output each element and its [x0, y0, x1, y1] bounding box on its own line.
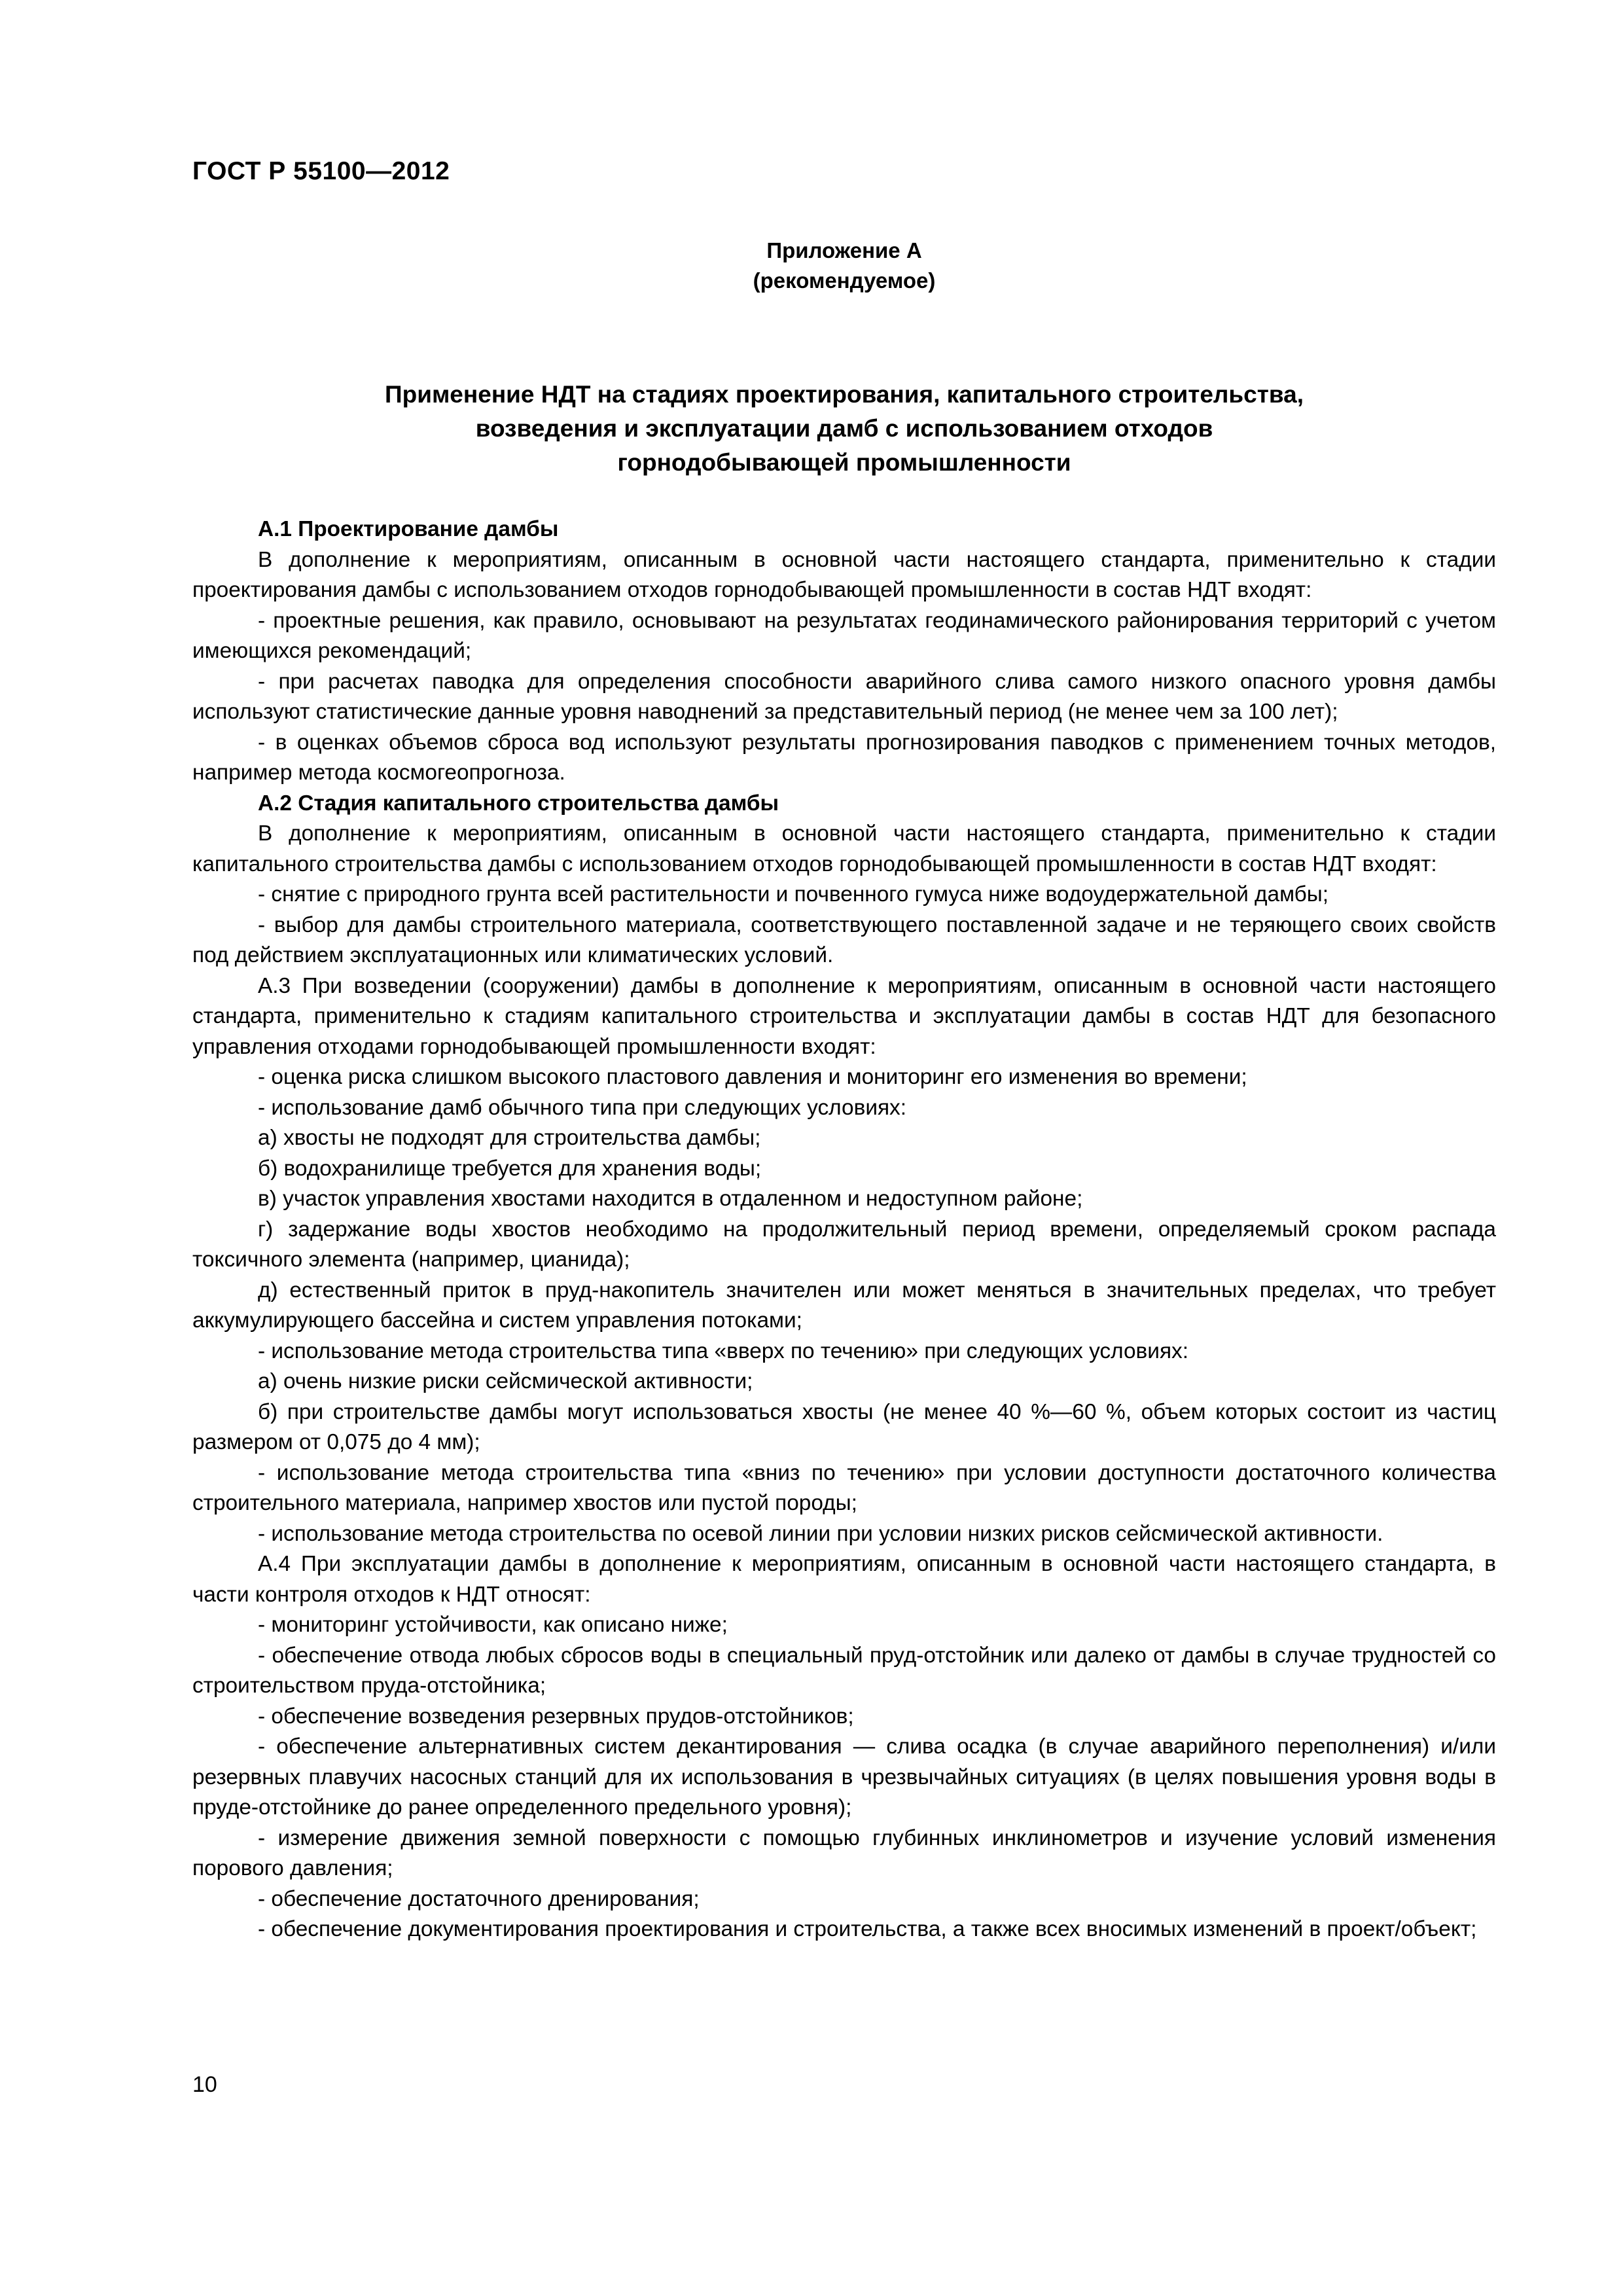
page-number: 10: [192, 2072, 217, 2097]
paragraph: - обеспечение альтернативных систем декантирования — слива осадка (в случае аварийного переполнения) и/или резервных плавучих насосных станций для их использования в чрезвычайных ситуациях (в целях повышения уровня воды в пруде-отстойнике до ранее определенного предельного уровня);: [192, 1734, 1496, 1820]
section-heading: А.2 Стадия капитального строительства дамбы: [258, 791, 779, 816]
paragraph: д) естественный приток в пруд-накопитель значителен или может меняться в значительных пределах, что требует аккумулирующего бассейна и систем управления потоками;: [192, 1278, 1496, 1333]
paragraph: - использование дамб обычного типа при следующих условиях:: [258, 1095, 907, 1120]
section-heading: А.1 Проектирование дамбы: [258, 517, 559, 541]
paragraph: б) при строительстве дамбы могут использоваться хвосты (не менее 40 %—60 %, объем которых состоит из частиц размером от 0,075 до 4 мм);: [192, 1399, 1496, 1454]
paragraph: а) очень низкие риски сейсмической активности;: [258, 1369, 753, 1393]
document-title-line-1: Применение НДТ на стадиях проектирования, капитального строительства,: [385, 381, 1304, 408]
paragraph: - обеспечение достаточного дренирования;: [258, 1886, 700, 1911]
paragraph: - мониторинг устойчивости, как описано ниже;: [258, 1613, 728, 1637]
paragraph: г) задержание воды хвостов необходимо на продолжительный период времени, определяемый сроком распада токсичного элемента (например, цианида);: [192, 1217, 1496, 1272]
appendix-status: (рекомендуемое): [753, 268, 936, 293]
paragraph: - при расчетах паводка для определения способности аварийного слива самого низкого опасного уровня дамбы используют статистические данные уровня наводнений за представительный период (не менее чем за 100 лет);: [192, 669, 1496, 724]
paragraph: б) водохранилище требуется для хранения воды;: [258, 1156, 762, 1181]
paragraph: А.3 При возведении (сооружении) дамбы в дополнение к мероприятиям, описанным в основной части настоящего стандарта, применительно к стадиям капитального строительства и эксплуатации дамбы в состав НДТ для безопасного управления отходами горнодобывающей промышленности входят:: [192, 973, 1496, 1059]
paragraph: в) участок управления хвостами находится в отдаленном и недоступном районе;: [258, 1187, 1083, 1211]
paragraph: В дополнение к мероприятиям, описанным в основной части настоящего стандарта, применительно к стадии капитального строительства дамбы с использованием отходов горнодобывающей промышленности в состав НДТ входят:: [192, 821, 1496, 876]
paragraph: - снятие с природного грунта всей растительности и почвенного гумуса ниже водоудержательной дамбы;: [258, 882, 1329, 906]
paragraph: - проектные решения, как правило, основывают на результатах геодинамического районирования территорий с учетом имеющихся рекомендаций;: [192, 608, 1496, 663]
paragraph: - обеспечение документирования проектирования и строительства, а также всех вносимых изменений в проект/объект;: [258, 1917, 1477, 1941]
paragraph: - использование метода строительства типа «вверх по течению» при следующих условиях:: [258, 1338, 1189, 1363]
document-title: [192, 378, 1496, 480]
paragraph: - использование метода строительства по осевой линии при условии низких рисков сейсмической активности.: [258, 1521, 1383, 1546]
paragraph: - измерение движения земной поверхности с помощью глубинных инклинометров и изучение условий изменения порового давления;: [192, 1825, 1496, 1880]
appendix-block: [192, 236, 1496, 296]
paragraph: В дополнение к мероприятиям, описанным в основной части настоящего стандарта, применительно к стадии проектирования дамбы с использованием отходов горнодобывающей промышленности в состав НДТ входят:: [192, 547, 1496, 602]
document-title-line-3: горнодобывающей промышленности: [617, 449, 1071, 476]
document-title-line-2: возведения и эксплуатации дамб с использованием отходов: [475, 415, 1213, 442]
paragraph: - выбор для дамбы строительного материала, соответствующего поставленной задаче и не теряющего своих свойств под действием эксплуатационных или климатических условий.: [192, 912, 1496, 967]
appendix-title: Приложение А: [766, 238, 922, 262]
paragraph: - использование метода строительства типа «вниз по течению» при условии доступности достаточного количества строительного материала, например хвостов или пустой породы;: [192, 1460, 1496, 1515]
paragraph: - в оценках объемов сброса вод используют результаты прогнозирования паводков с применением точных методов, например метода космогеопрогноза.: [192, 730, 1496, 785]
document-body: [192, 514, 1496, 1945]
paragraph: - обеспечение отвода любых сбросов воды в специальный пруд-отстойник или далеко от дамбы в случае трудностей со строительством пруда-отстойника;: [192, 1643, 1496, 1698]
paragraph: а) хвосты не подходят для строительства дамбы;: [258, 1126, 761, 1150]
paragraph: - оценка риска слишком высокого пластового давления и мониторинг его изменения во времени;: [258, 1065, 1247, 1089]
standard-header: ГОСТ Р 55100—2012: [192, 157, 450, 185]
paragraph: А.4 При эксплуатации дамбы в дополнение к мероприятиям, описанным в основной части настоящего стандарта, в части контроля отходов к НДТ относят:: [192, 1552, 1496, 1607]
paragraph: - обеспечение возведения резервных прудов-отстойников;: [258, 1704, 854, 1729]
